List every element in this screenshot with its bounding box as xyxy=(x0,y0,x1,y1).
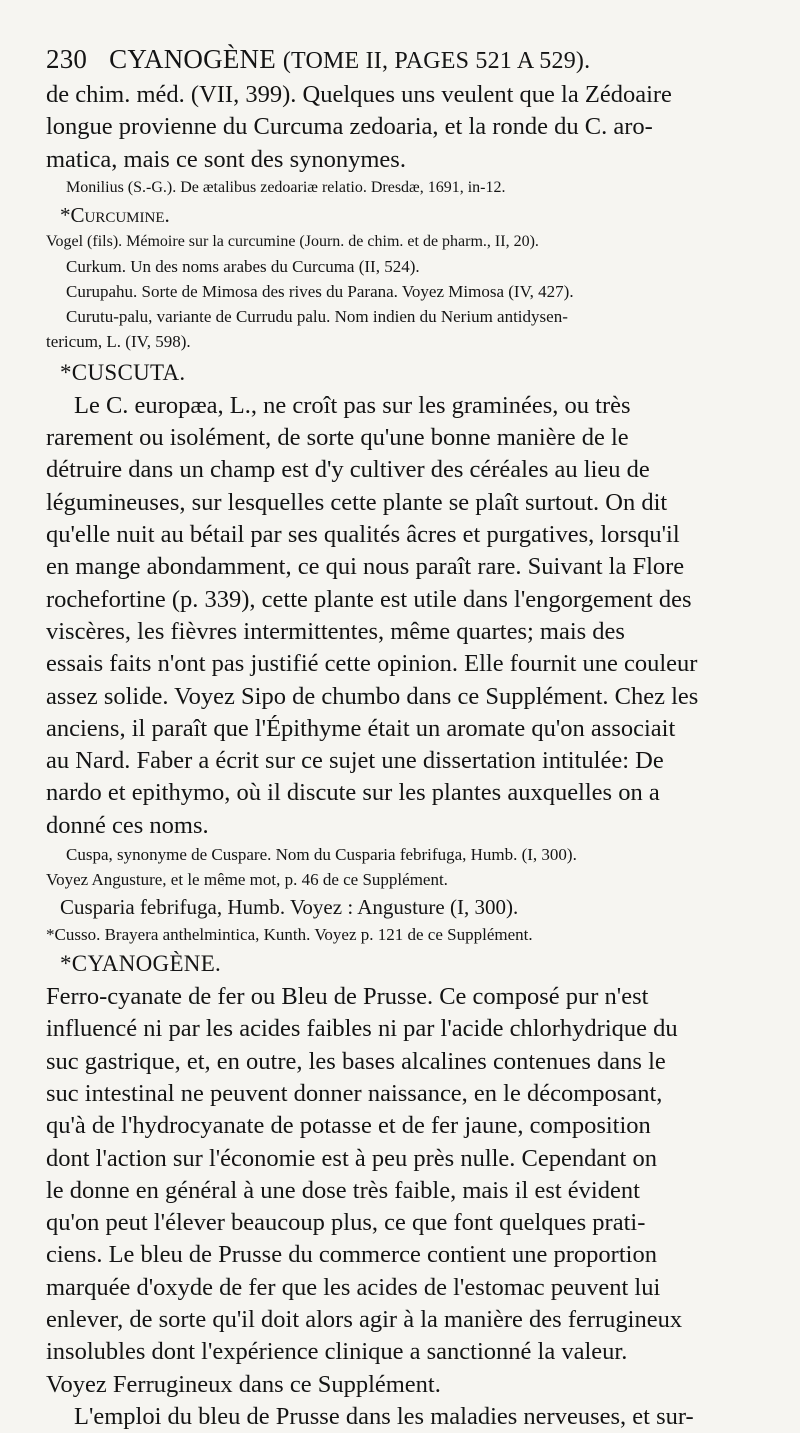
text-line: suc intestinal ne peuvent donner naissance, en le décomposant, xyxy=(46,1079,663,1107)
reference-line: Monilius (S.-G.). De ætalibus zedoariæ relatio. Dresdæ, 1691, in-12. xyxy=(66,178,506,196)
text-line: en mange abondamment, ce qui nous paraît rare. Suivant la Flore xyxy=(46,553,685,581)
text-line: Le C. europæa, L., ne croît pas sur les graminées, ou très xyxy=(74,391,631,419)
text-line: matica, mais ce sont des synonymes. xyxy=(46,145,406,173)
text-line: enlever, de sorte qu'il doit alors agir à la manière des ferrugineux xyxy=(46,1306,683,1334)
text-line: légumineuses, sur lesquelles cette plante se plaît surtout. On dit xyxy=(46,488,668,516)
text-line: insolubles dont l'expérience clinique a sanctionné la valeur. xyxy=(46,1338,628,1366)
text-line: essais faits n'ont pas justifié cette opinion. Elle fournit une couleur xyxy=(46,650,698,678)
text-line: anciens, il paraît que l'Épithyme était un aromate qu'on associait xyxy=(46,714,676,742)
text-line: nardo et epithymo, où il discute sur les plantes auxquelles on a xyxy=(46,779,660,807)
text-line: qu'elle nuit au bétail par ses qualités âcres et purgatives, lorsqu'il xyxy=(46,521,680,549)
text-line: marquée d'oxyde de fer que les acides de l'estomac peuvent lui xyxy=(46,1273,661,1301)
text-line: rarement ou isolément, de sorte qu'une bonne manière de le xyxy=(46,424,629,452)
entry-curupahu: Curupahu. Sorte de Mimosa des rives du Parana. Voyez Mimosa (IV, 427). xyxy=(66,281,574,301)
entry-heading-cyanogene: *CYANOGÈNE. xyxy=(60,951,222,977)
text-line: suc gastrique, et, en outre, les bases alcalines contenues dans le xyxy=(46,1047,666,1075)
text-line: ciens. Le bleu de Prusse du commerce contient une proportion xyxy=(46,1241,657,1269)
running-header xyxy=(46,44,770,75)
text-line: assez solide. Voyez Sipo de chumbo dans ce Supplément. Chez les xyxy=(46,682,699,710)
text-line: rochefortine (p. 339), cette plante est utile dans l'engorgement des xyxy=(46,585,692,613)
text-line: longue provienne du Curcuma zedoaria, et la ronde du C. aro- xyxy=(46,113,653,141)
entry-cuspa: Cuspa, synonyme de Cuspare. Nom du Cusparia febrifuga, Humb. (I, 300). xyxy=(66,845,577,865)
text-line: Ferro-cyanate de fer ou Bleu de Prusse. Ce composé pur n'est xyxy=(46,983,649,1011)
entry-curutu-palu: Curutu-palu, variante de Currudu palu. Nom indien du Nerium antidysen- xyxy=(66,306,568,326)
text-line: détruire dans un champ est d'y cultiver des céréales au lieu de xyxy=(46,456,650,484)
text-line: qu'à de l'hydrocyanate de potasse et de fer jaune, composition xyxy=(46,1112,651,1140)
text-line: viscères, les fièvres intermittentes, même quartes; mais des xyxy=(46,617,625,645)
reference-line: Vogel (fils). Mémoire sur la curcumine (Journ. de chim. et de pharm., II, 20). xyxy=(46,232,539,250)
page-number: 230 xyxy=(46,44,88,74)
entry-cusso: *Cusso. Brayera anthelmintica, Kunth. Voyez p. 121 de ce Supplément. xyxy=(46,925,533,945)
text-line: donné ces noms. xyxy=(46,811,209,839)
text-line: Voyez Angusture, et le même mot, p. 46 de ce Supplément. xyxy=(46,870,448,890)
running-title-main: CYANOGÈNE xyxy=(109,44,276,74)
text-line: tericum, L. (IV, 598). xyxy=(46,331,191,351)
text-line: influencé ni par les acides faibles ni par l'acide chlorhydrique du xyxy=(46,1015,678,1043)
running-title xyxy=(109,44,590,75)
text-line: au Nard. Faber a écrit sur ce sujet une dissertation intitulée: De xyxy=(46,747,664,775)
text-line: Voyez Ferrugineux dans ce Supplément. xyxy=(46,1370,441,1398)
entry-curkum: Curkum. Un des noms arabes du Curcuma (II, 524). xyxy=(66,256,420,276)
text-line: le donne en général à une dose très faible, mais il est évident xyxy=(46,1176,640,1204)
entry-heading-curcumine: *Curcumine. xyxy=(60,202,170,227)
entry-heading-cuscuta: *CUSCUTA. xyxy=(60,359,186,385)
text-line: de chim. méd. (VII, 399). Quelques uns veulent que la Zédoaire xyxy=(46,81,672,108)
running-title-subtitle: (TOME II, PAGES 521 A 529). xyxy=(282,48,591,74)
text-line: dont l'action sur l'économie est à peu près nulle. Cependant on xyxy=(46,1144,657,1172)
entry-cusparia: Cusparia febrifuga, Humb. Voyez : Angusture (I, 300). xyxy=(60,895,519,920)
text-line: L'emploi du bleu de Prusse dans les maladies nerveuses, et sur- xyxy=(74,1402,694,1430)
text-line: qu'on peut l'élever beaucoup plus, ce que font quelques prati- xyxy=(46,1209,646,1237)
